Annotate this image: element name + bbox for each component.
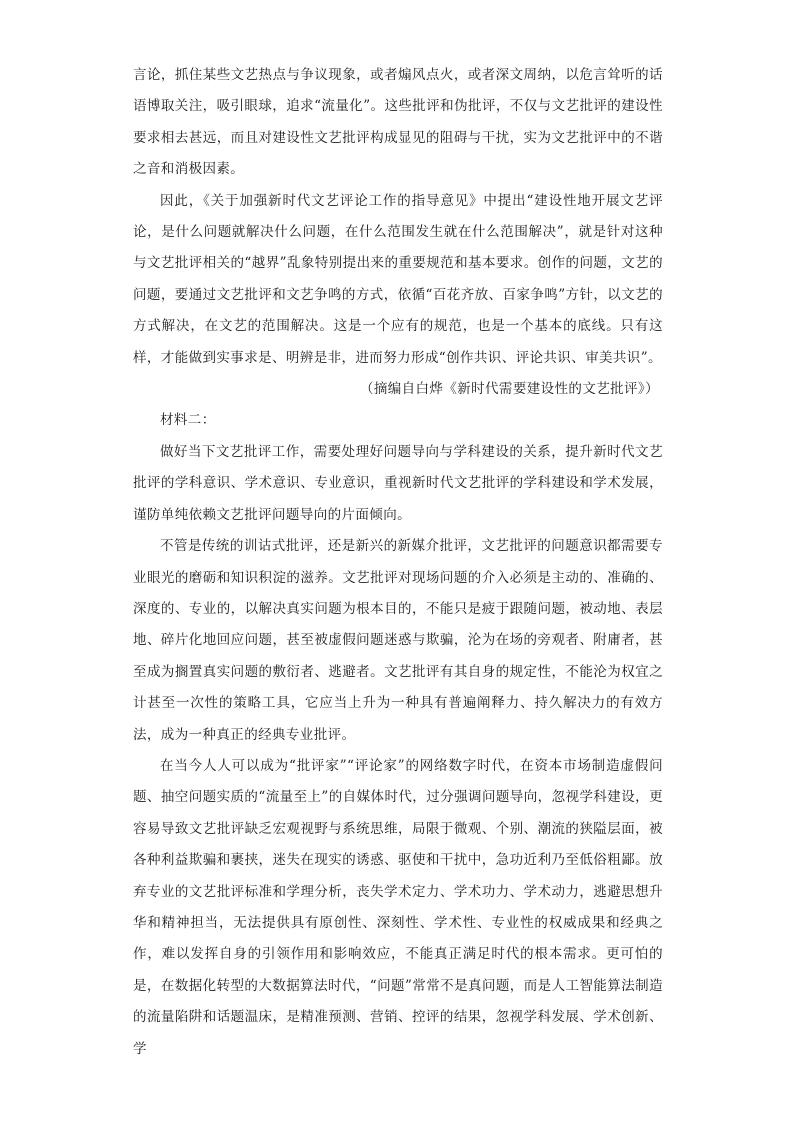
document-body xyxy=(133,60,663,1065)
paragraph-continuation: 言论，抓住某些文艺热点与争议现象，或者煽风点火，或者深文周纳，以危言耸听的话语博取关注，吸引眼球，追求“流量化”。这些批评和伪批评，不仅与文艺批评的建设性要求相去甚远，而且对建设性文艺批评构成显见的阻碍与干扰，实为文艺批评中的不谐之音和消极因素。 xyxy=(133,67,663,178)
paragraph-digital-age: 在当今人人可以成为“批评家”“评论家”的网络数字时代，在资本市场制造虚假问题、抽空问题实质的“流量至上”的自媒体时代，过分强调问题导向，忽视学科建设，更容易导致文艺批评缺乏宏观视野与系统思维，局限于微观、个别、潮流的狭隘层面，被各种利益欺骗和裹挟，迷失在现实的诱惑、驱使和干扰中，急功近利乃至低俗粗鄙。放弃专业的文艺批评标准和学理分析，丧失学术定力、学术功力、学术动力，逃避思想升华和精神担当，无法提供具有原创性、深刻性、学术性、专业性的权威成果和经典之作，难以发挥自身的引领作用和影响效应，不能真正满足时代的根本需求。更可怕的是，在数据化转型的大数据算法时代，“问题”常常不是真问题，而是人工智能算法制造的流量陷阱和话题温床，是精准预测、营销、控评的结果，忽视学科发展、学术创新、学 xyxy=(133,757,663,1057)
paragraph-problem-awareness: 不管是传统的训诂式批评，还是新兴的新媒介批评，文艺批评的问题意识都需要专业眼光的磨砺和知识积淀的滋养。文艺批评对现场问题的介入必须是主动的、准确的、深度的、专业的，以解决真实问题为根本目的，不能只是疲于跟随问题，被动地、表层地、碎片化地回应问题，甚至被虚假问题迷惑与欺骗，沦为在场的旁观者、附庸者，甚至成为搁置真实问题的敷衍者、逃避者。文艺批评有其自身的规定性，不能沦为权宜之计甚至一次性的策略工具，它应当上升为一种具有普遍阐释力、持久解决力的有效方法，成为一种真正的经典专业批评。 xyxy=(133,538,663,743)
source-citation: （摘编自白烨《新时代需要建设性的文艺批评》） xyxy=(359,381,659,398)
material-two-label: 材料二： xyxy=(160,412,216,429)
paragraph-guideline: 因此，《关于加强新时代文艺评论工作的指导意见》中提出“建设性地开展文艺评论，是什么问题就解决什么问题，在什么范围发生就在什么范围解决”，就是针对这种与文艺批评相关的“越界”乱象特别提出来的重要规范和基本要求。创作的问题，文艺的问题，要通过文艺批评和文艺争鸣的方式，依循“百花齐放、百家争鸣”方针，以文艺的方式解决，在文艺的范围解决。这是一个应有的规范，也是一个基本的底线。只有这样，才能做到实事求是、明辨是非，进而努力形成“创作共识、评论共识、审美共识”。 xyxy=(133,192,663,366)
paragraph-discipline: 做好当下文艺批评工作，需要处理好问题导向与学科建设的关系，提升新时代文艺批评的学科意识、学术意识、专业意识，重视新时代文艺批评的学科建设和学术发展，谨防单纯依赖文艺批评问题导向的片面倾向。 xyxy=(133,443,663,523)
